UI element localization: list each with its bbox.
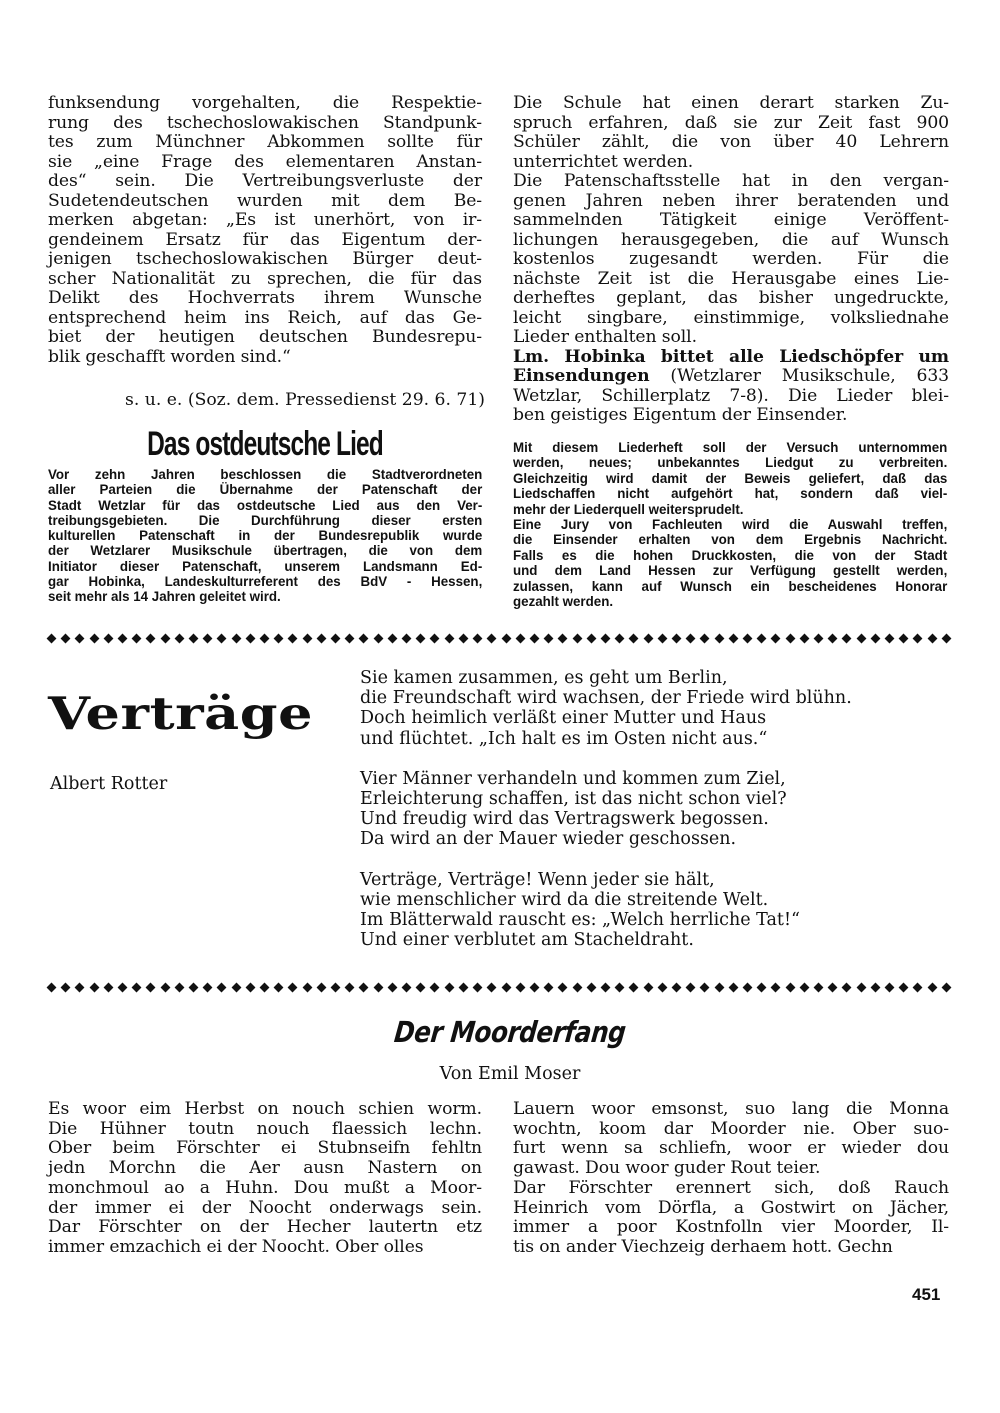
text-line: Mit diesem Liederheft soll der Versuch unternommen	[513, 440, 948, 456]
text-line	[513, 192, 949, 212]
text-line: Eine Jury von Fachleuten wird die Auswahl treffen,	[513, 517, 948, 534]
diamond-icon	[345, 982, 355, 992]
diamond-icon	[487, 633, 497, 643]
text-line	[513, 231, 949, 251]
poem-line: die Freundschaft wird wachsen, der Friede wird blühn.	[360, 688, 852, 709]
text-line: des“ sein. Die Vertreibungsverluste der	[48, 171, 482, 191]
diamond-icon	[814, 633, 824, 643]
text-line: rung des tschechoslowakischen Standpunk-	[48, 112, 482, 133]
diamond-icon	[89, 633, 99, 643]
diamond-icon	[615, 982, 625, 992]
diamond-icon	[785, 982, 795, 992]
diamond-icon	[260, 633, 270, 643]
poem-line: Und einer verblutet am Stacheldraht.	[360, 930, 694, 951]
diamond-icon	[927, 633, 937, 643]
text-line: seit mehr als 14 Jahren geleitet wird.	[48, 589, 281, 606]
regular-text: Die Patenschaftsstelle hat in den vergan-	[513, 171, 949, 191]
diamond-icon	[558, 982, 568, 992]
diamond-icon	[941, 633, 951, 643]
diamond-icon	[529, 982, 539, 992]
diamond-icon	[686, 633, 696, 643]
diamond-icon	[814, 982, 824, 992]
text-line: merken abgetan: „Es ist unerhört, von ir-	[48, 210, 482, 230]
text-line: gezahlt werden.	[513, 594, 614, 611]
article-source-citation: s. u. e. (Soz. dem. Pressedienst 29. 6. 71)	[125, 390, 485, 410]
diamond-icon	[600, 982, 610, 992]
diamond-icon	[842, 633, 852, 643]
lied-article-small-print	[513, 441, 947, 610]
text-line: die Einsender erhalten von dem Ergebnis Nachricht.	[513, 532, 948, 549]
diamond-icon	[899, 633, 909, 643]
diamond-icon	[89, 982, 99, 992]
diamond-icon	[288, 633, 298, 643]
poem-line: Doch heimlich verläßt einer Mutter und Haus	[360, 708, 767, 729]
diamond-icon	[316, 633, 326, 643]
diamond-icon	[799, 633, 809, 643]
diamond-icon	[189, 633, 199, 643]
diamond-icon	[416, 982, 426, 992]
regular-text: Lauern woor emsonst, suo lang die Monna	[513, 1099, 949, 1119]
poem-line: Im Blätterwald rauscht es: „Welch herrliche Tat!“	[360, 910, 800, 931]
story-left-column	[48, 1100, 482, 1258]
poem-stanza	[360, 769, 852, 850]
text-line	[513, 1159, 949, 1179]
diamond-icon	[160, 982, 170, 992]
poem-line: Und freudig wird das Vertragswerk begossen.	[360, 809, 769, 830]
story-author: Von Emil Moser	[439, 1064, 581, 1084]
text-line: gendeinem Ersatz für das Eigentum der-	[48, 229, 482, 250]
regular-text: Wetzlar, Schillerplatz 7-8). Die Lieder blei-	[513, 385, 949, 406]
regular-text: immer a poor Kostnfolln vier Moorder, Il-	[513, 1217, 949, 1238]
diamond-icon	[529, 633, 539, 643]
poem-line: und flüchtet. „Ich halt es im Osten nicht aus.“	[360, 728, 768, 749]
text-line	[513, 1120, 949, 1140]
diamond-icon	[586, 633, 596, 643]
text-line: biet der heutigen deutschen Bundesrepu-	[48, 327, 482, 347]
regular-text: Schüler zählt, die von über 40 Lehrern	[513, 132, 949, 152]
diamond-icon	[629, 633, 639, 643]
diamond-icon	[473, 982, 483, 992]
regular-text: kostenlos zugesandt werden. Für die	[513, 249, 949, 269]
diamond-icon	[316, 982, 326, 992]
diamond-icon	[671, 982, 681, 992]
diamond-icon	[231, 633, 241, 643]
diamond-icon	[885, 633, 895, 643]
diamond-icon	[544, 633, 554, 643]
story-title: Der Moorderfang	[392, 1015, 628, 1049]
regular-text: (Wetzlarer Musikschule, 633	[649, 366, 949, 386]
diamond-icon	[132, 982, 142, 992]
diamond-icon	[785, 633, 795, 643]
diamond-icon	[430, 633, 440, 643]
text-line: treibungsgebieten. Die Durchführung dieser ersten	[48, 512, 483, 529]
diamond-icon	[927, 982, 937, 992]
diamond-icon	[870, 982, 880, 992]
regular-text: furt wenn sa schliefn, woor er wieder dou	[513, 1138, 949, 1159]
lied-article-heading: Das ostdeutsche Lied	[147, 425, 383, 463]
diamond-icon	[75, 633, 85, 643]
text-line: Vor zehn Jahren beschlossen die Stadtverordneten	[48, 467, 483, 483]
diamond-icon	[75, 982, 85, 992]
diamond-icon	[600, 633, 610, 643]
diamond-icon	[174, 633, 184, 643]
diamond-icon	[331, 633, 341, 643]
text-line: Es woor eim Herbst on nouch schien worm.	[48, 1099, 482, 1119]
diamond-icon	[458, 982, 468, 992]
diamond-icon	[885, 982, 895, 992]
text-line: werden, neues; unbekanntes Liedgut zu verbreiten.	[513, 455, 948, 472]
diamond-icon	[174, 982, 184, 992]
diamond-icon	[671, 633, 681, 643]
regular-text: sammelnden Tätigkeit einige Veröffent-	[513, 210, 949, 230]
diamond-icon	[643, 982, 653, 992]
text-line: Initiator dieser Patenschaft, unserem Landsmann Ed-	[48, 558, 483, 575]
text-line: Dar Förschter on der Hecher lautertn etz	[48, 1217, 482, 1238]
diamond-icon	[657, 982, 667, 992]
diamond-icon	[245, 633, 255, 643]
diamond-icon	[828, 633, 838, 643]
regular-text: Lieder enthalten soll.	[513, 327, 697, 347]
text-line	[513, 1199, 949, 1219]
text-line	[513, 1139, 949, 1159]
text-line: monchmoul ao a Huhn. Dou mußt a Moor-	[48, 1177, 482, 1198]
poem-line: Verträge, Verträge! Wenn jeder sie hält,	[360, 869, 715, 890]
diamond-icon	[870, 633, 880, 643]
diamond-icon	[274, 633, 284, 643]
diamond-icon	[103, 633, 113, 643]
diamond-icon	[302, 633, 312, 643]
text-line	[513, 153, 949, 173]
poem-line: Erleichterung schaffen, ist das nicht schon viel?	[360, 789, 787, 810]
text-line	[513, 1179, 949, 1199]
diamond-icon	[302, 982, 312, 992]
diamond-icon	[359, 633, 369, 643]
diamond-icon	[728, 633, 738, 643]
diamond-icon	[387, 633, 397, 643]
diamond-icon	[132, 633, 142, 643]
text-line: Falls es die hohen Druckkosten, die von der Stadt	[513, 547, 948, 564]
regular-text: nächste Zeit ist die Herausgabe eines Lie-	[513, 268, 949, 289]
diamond-icon	[487, 982, 497, 992]
diamond-icon	[331, 982, 341, 992]
diamond-icon	[373, 633, 383, 643]
diamond-icon	[856, 982, 866, 992]
diamond-icon	[856, 633, 866, 643]
text-line: Die Hühner toutn nouch flaessich lechn.	[48, 1118, 482, 1139]
regular-text: wochtn, koom dar Moorder nie. Ober suo-	[513, 1118, 949, 1139]
diamond-icon	[359, 982, 369, 992]
diamond-icon	[345, 633, 355, 643]
text-line	[513, 1238, 949, 1258]
diamond-icon	[231, 982, 241, 992]
diamond-icon	[146, 982, 156, 992]
diamond-icon	[643, 633, 653, 643]
regular-text: genen Jahren neben ihrer beratenden und	[513, 190, 949, 211]
regular-text: Die Schule hat einen derart starken Zu-	[513, 93, 949, 113]
text-line	[513, 309, 949, 329]
regular-text: Heinrich vom Dörfla, a Gostwirt on Jächer,	[513, 1197, 949, 1218]
diamond-icon	[217, 633, 227, 643]
diamond-icon	[189, 982, 199, 992]
diamond-icon	[118, 633, 128, 643]
diamond-icon	[913, 982, 923, 992]
poem-line: Da wird an der Mauer wieder geschossen.	[360, 829, 737, 850]
bold-text: Lm. Hobinka bittet alle Liedschöpfer um	[513, 346, 949, 367]
diamond-icon	[501, 633, 511, 643]
poem-author: Albert Rotter	[50, 774, 168, 794]
diamond-icon	[757, 982, 767, 992]
story-right-column	[513, 1100, 949, 1258]
poem-stanza	[360, 870, 852, 951]
diamond-icon	[572, 633, 582, 643]
text-line	[513, 172, 949, 192]
diamond-icon	[771, 633, 781, 643]
diamond-icon	[842, 982, 852, 992]
lied-article-continuation	[513, 94, 949, 426]
poem-title: Verträge	[48, 688, 314, 741]
text-line	[513, 328, 949, 348]
diamond-icon	[828, 982, 838, 992]
diamond-icon	[941, 982, 951, 992]
diamond-icon	[146, 633, 156, 643]
text-line	[513, 1218, 949, 1238]
text-line: gar Hobinka, Landeskulturreferent des BdV - Hessen,	[48, 574, 483, 591]
text-line	[513, 94, 949, 114]
continued-article-text	[48, 94, 482, 367]
diamond-icon	[728, 982, 738, 992]
diamond-icon	[558, 633, 568, 643]
text-line: mehr der Liederquell weitersprudelt.	[513, 501, 744, 518]
diamond-icon	[288, 982, 298, 992]
poem-line: Sie kamen zusammen, es geht um Berlin,	[360, 668, 728, 688]
text-line: sie „eine Frage des elementaren Anstan-	[48, 151, 482, 172]
diamond-icon	[899, 982, 909, 992]
diamond-icon	[743, 633, 753, 643]
text-line: und dem Land Hessen zur Verfügung gestellt werden,	[513, 563, 948, 580]
text-line: scher Nationalität zu sprechen, die für das	[48, 268, 482, 289]
text-line: jenigen tschechoslowakischen Bürger deut-	[48, 249, 482, 269]
diamond-icon	[544, 982, 554, 992]
diamond-icon	[714, 982, 724, 992]
text-line	[513, 133, 949, 153]
diamond-icon	[203, 633, 213, 643]
diamond-icon	[217, 982, 227, 992]
lied-article-intro	[48, 468, 482, 606]
diamond-icon	[430, 982, 440, 992]
diamond-icon	[757, 633, 767, 643]
diamond-icon	[274, 982, 284, 992]
regular-text: unterrichtet werden.	[513, 151, 694, 172]
text-line	[513, 406, 949, 426]
text-line: entsprechend heim ins Reich, auf das Ge-	[48, 307, 482, 328]
text-line: aller Parteien die Übernahme der Patenschaft der	[48, 482, 483, 499]
diamond-icon	[799, 982, 809, 992]
poem-stanza	[360, 668, 852, 749]
page-number: 451	[912, 1285, 941, 1304]
text-line: Ober beim Förschter ei Stubnseifn fehltn	[48, 1138, 482, 1159]
poem-body	[360, 668, 852, 970]
regular-text: derheftes geplant, das bisher ungedruckte,	[513, 288, 949, 308]
text-line: immer emzachich ei der Noocht. Ober olles	[48, 1236, 424, 1257]
diamond-icon	[245, 982, 255, 992]
diamond-icon	[629, 982, 639, 992]
diamond-icon	[402, 982, 412, 992]
regular-text: leicht singbare, einstimmige, volksliednahe	[513, 307, 949, 328]
diamond-icon	[714, 633, 724, 643]
diamond-icon	[402, 633, 412, 643]
diamond-icon	[572, 982, 582, 992]
diamond-icon	[387, 982, 397, 992]
poem-line: Vier Männer verhandeln und kommen zum Ziel,	[360, 768, 786, 789]
diamond-separator-bottom	[48, 982, 950, 992]
diamond-icon	[47, 633, 57, 643]
diamond-icon	[458, 633, 468, 643]
diamond-separator-top	[48, 633, 950, 643]
diamond-icon	[657, 633, 667, 643]
poem-line: wie menschlicher wird da die streitende Welt.	[360, 889, 769, 910]
text-line	[513, 270, 949, 290]
text-line: der Wetzlarer Musikschule übertragen, die von dem	[48, 543, 483, 560]
text-line	[513, 1100, 949, 1120]
diamond-icon	[61, 633, 71, 643]
diamond-icon	[515, 982, 525, 992]
text-line: Delikt des Hochverrats ihrem Wunsche	[48, 288, 482, 308]
diamond-icon	[700, 982, 710, 992]
diamond-icon	[615, 633, 625, 643]
text-line: Gleichzeitig wird damit der Beweis geliefert, daß das	[513, 470, 948, 487]
text-line	[513, 387, 949, 407]
text-line: Liedschaffen nicht aufgehört hat, sondern daß viel-	[513, 486, 948, 503]
regular-text: tis on ander Viechzeig derhaem hott. Gechn	[513, 1236, 893, 1257]
text-line: zulassen, kann auf Wunsch ein bescheidenes Honorar	[513, 578, 948, 595]
regular-text: lichungen herausgegeben, die auf Wunsch	[513, 229, 949, 250]
diamond-icon	[118, 982, 128, 992]
regular-text: gawast. Dou woor guder Rout teier.	[513, 1158, 821, 1179]
regular-text: spruch erfahren, daß sie zur Zeit fast 900	[513, 112, 949, 133]
diamond-icon	[501, 982, 511, 992]
diamond-icon	[700, 633, 710, 643]
diamond-icon	[160, 633, 170, 643]
diamond-icon	[47, 982, 57, 992]
diamond-icon	[203, 982, 213, 992]
diamond-icon	[373, 982, 383, 992]
diamond-icon	[444, 633, 454, 643]
text-line: funksendung vorgehalten, die Respektie-	[48, 93, 482, 113]
text-line	[513, 289, 949, 309]
diamond-icon	[444, 982, 454, 992]
text-line: Sudetendeutschen wurden mit dem Be-	[48, 190, 482, 211]
text-line: tes zum Münchner Abkommen sollte für	[48, 132, 482, 152]
text-line: kulturellen Patenschaft in der Bundesrepublik wurde	[48, 528, 483, 545]
diamond-icon	[260, 982, 270, 992]
text-line	[513, 348, 949, 368]
regular-text: Dar Förschter erennert sich, doß Rauch	[513, 1177, 949, 1198]
text-line: jedn Morchn die Aer ausn Nastern on	[48, 1158, 482, 1179]
diamond-icon	[743, 982, 753, 992]
regular-text: ben geistiges Eigentum der Einsender.	[513, 405, 848, 425]
diamond-icon	[515, 633, 525, 643]
diamond-icon	[586, 982, 596, 992]
text-line: der immer ei der Noocht onderwags sein.	[48, 1197, 482, 1218]
bold-text: Einsendungen	[513, 366, 650, 386]
diamond-icon	[473, 633, 483, 643]
text-line: blik geschafft worden sind.“	[48, 346, 291, 367]
text-line	[513, 250, 949, 270]
diamond-icon	[61, 982, 71, 992]
text-line	[513, 114, 949, 134]
diamond-icon	[771, 982, 781, 992]
diamond-icon	[416, 633, 426, 643]
diamond-icon	[103, 982, 113, 992]
diamond-icon	[913, 633, 923, 643]
text-line	[513, 367, 949, 387]
diamond-icon	[686, 982, 696, 992]
text-line	[513, 211, 949, 231]
text-line: Stadt Wetzlar für das ostdeutsche Lied aus den Ver-	[48, 497, 483, 514]
